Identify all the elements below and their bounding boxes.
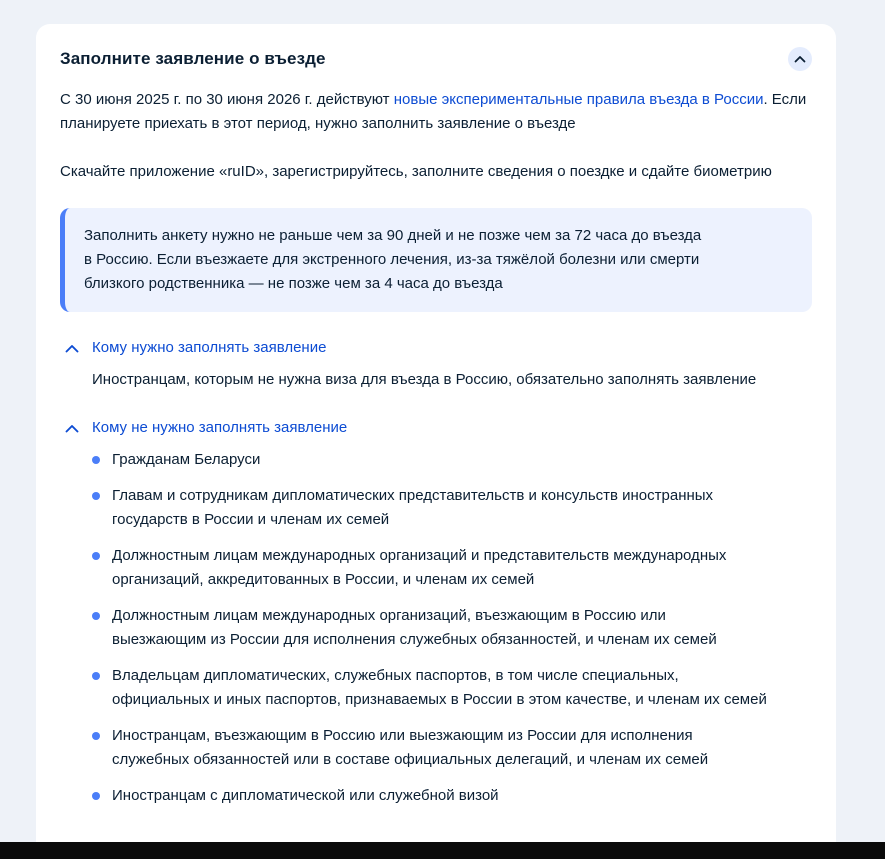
- list-item: [92, 724, 812, 772]
- list-item-text: Владельцам дипломатических, служебных паспортов, в том числе специальных,: [112, 667, 679, 684]
- accordion-who-needs-body: Иностранцам, которым не нужна виза для въезда в Россию, обязательно заполнять заявление: [92, 371, 757, 388]
- intro-text: [60, 88, 812, 136]
- exemption-list: [92, 448, 812, 808]
- chevron-up-icon: [64, 420, 80, 436]
- list-item: [92, 664, 812, 712]
- list-item: [92, 544, 812, 592]
- bullet-dot-icon: [92, 456, 100, 464]
- bullet-dot-icon: [92, 492, 100, 500]
- list-item-text: Главам и сотрудникам дипломатических представительств и консульств иностранных: [112, 487, 714, 504]
- accordion-who-needs-toggle[interactable]: [64, 336, 812, 360]
- bullet-dot-icon: [92, 672, 100, 680]
- app-instructions: Скачайте приложение «ruID», зарегистрируйтесь, заполните сведения о поездке и сдайте биометрию: [60, 163, 772, 180]
- notice-line-1: Заполнить анкету нужно не раньше чем за 90 дней и не позже чем за 72 часа до въезда: [84, 227, 702, 244]
- list-item: [92, 484, 812, 532]
- card-header: [60, 46, 812, 72]
- chevron-up-icon: [794, 55, 806, 63]
- list-item-text: Гражданам Беларуси: [112, 451, 261, 468]
- accordion-who-needs: [60, 336, 812, 392]
- list-item-text: служебных обязанностей или в составе официальных делегаций, и членам их семей: [112, 751, 709, 768]
- notice-text: [84, 224, 788, 296]
- accordion-who-not-needs-label: Кому не нужно заполнять заявление: [92, 419, 348, 436]
- bottom-edge-bar: [0, 842, 885, 859]
- list-item-text: организаций, аккредитованных в России, и членам их семей: [112, 571, 535, 588]
- accordion-who-not-needs-toggle[interactable]: [64, 416, 812, 440]
- list-item: [92, 784, 812, 808]
- accordion-who-not-needs: [60, 416, 812, 808]
- intro-text-start: С 30 июня 2025 г. по 30 июня 2026 г. действуют: [60, 91, 394, 108]
- chevron-up-icon: [64, 340, 80, 356]
- card-title: Заполните заявление о въезде: [60, 49, 326, 68]
- list-item-text: Иностранцам с дипломатической или служебной визой: [112, 787, 499, 804]
- collapse-button[interactable]: [788, 47, 812, 71]
- entry-application-card: [36, 24, 836, 859]
- list-item-text: официальных и иных паспортов, признаваемых в России в этом качестве, и членам их семей: [112, 691, 767, 708]
- list-item-text: государств в России и членам их семей: [112, 511, 390, 528]
- list-item: [92, 604, 812, 652]
- list-item-text: выезжающим из России для исполнения служебных обязанностей, и членам их семей: [112, 631, 717, 648]
- bullet-dot-icon: [92, 612, 100, 620]
- list-item-text: Должностным лицам международных организаций, въезжающим в Россию или: [112, 607, 666, 624]
- notice-box: [60, 208, 812, 312]
- accordion-who-needs-label: Кому нужно заполнять заявление: [92, 339, 327, 356]
- bullet-dot-icon: [92, 732, 100, 740]
- notice-line-2: в Россию. Если въезжаете для экстренного лечения, из-за тяжёлой болезни или смерти: [84, 251, 700, 268]
- notice-line-3: близкого родственника — не позже чем за 4 часа до въезда: [84, 275, 503, 292]
- bullet-dot-icon: [92, 552, 100, 560]
- list-item-text: Иностранцам, въезжающим в Россию или выезжающим из России для исполнения: [112, 727, 693, 744]
- intro-text-end: . Если планируете приехать в этот период, нужно заполнить заявление о въезде: [60, 91, 807, 132]
- bullet-dot-icon: [92, 792, 100, 800]
- list-item-text: Должностным лицам международных организаций и представительств международных: [112, 547, 727, 564]
- list-item: [92, 448, 812, 472]
- new-rules-link[interactable]: новые экспериментальные правила въезда в России: [393, 91, 764, 108]
